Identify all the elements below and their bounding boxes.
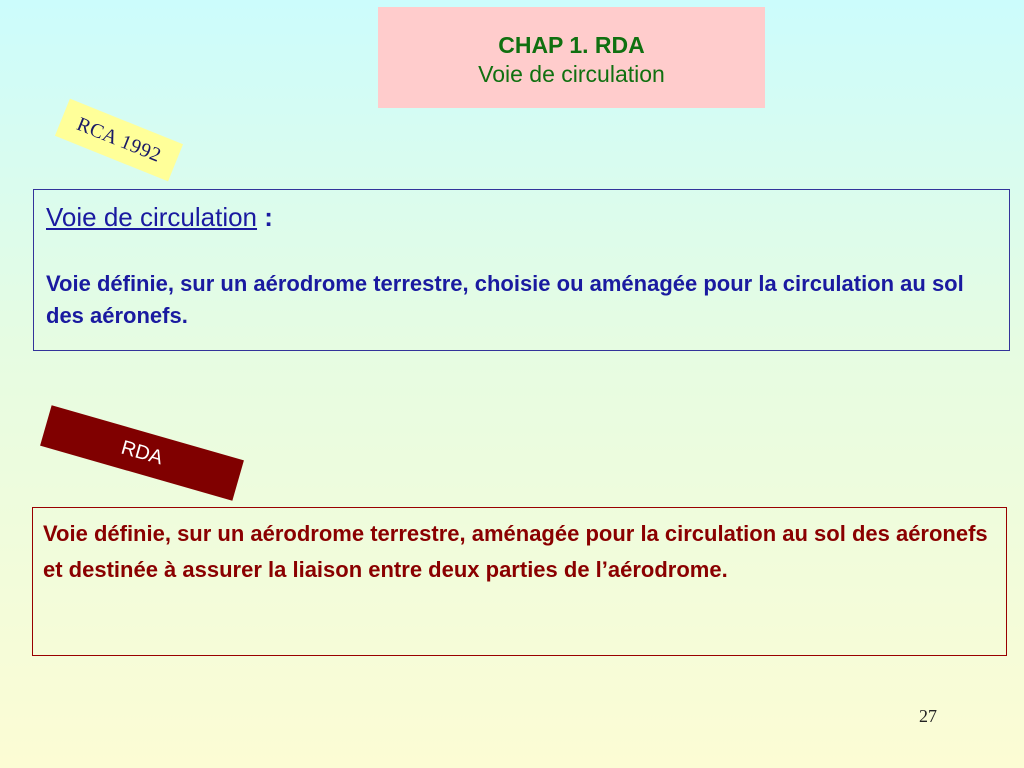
rca-definition-text: Voie définie, sur un aérodrome terrestre, choisie ou aménagée pour la circulation au sol des aéronefs. bbox=[46, 271, 964, 328]
slide-subtitle: Voie de circulation bbox=[478, 61, 665, 87]
page-number: 27 bbox=[919, 706, 937, 726]
definition-heading bbox=[46, 200, 997, 234]
slide-title: CHAP 1. RDA bbox=[498, 32, 645, 58]
rca-definition-box bbox=[33, 189, 1010, 351]
rda-definition-text: Voie définie, sur un aérodrome terrestre, aménagée pour la circulation au sol des aéronefs et destinée à assurer la liaison entre deux parties de l’aérodrome. bbox=[43, 521, 988, 582]
definition-term: Voie de circulation bbox=[46, 202, 258, 232]
slide-title-box bbox=[378, 7, 765, 108]
rca-1992-label: RCA 1992 bbox=[55, 99, 183, 182]
rda-definition-box bbox=[32, 507, 1007, 656]
rda-label: RDA bbox=[40, 405, 244, 501]
definition-colon: : bbox=[257, 202, 273, 232]
